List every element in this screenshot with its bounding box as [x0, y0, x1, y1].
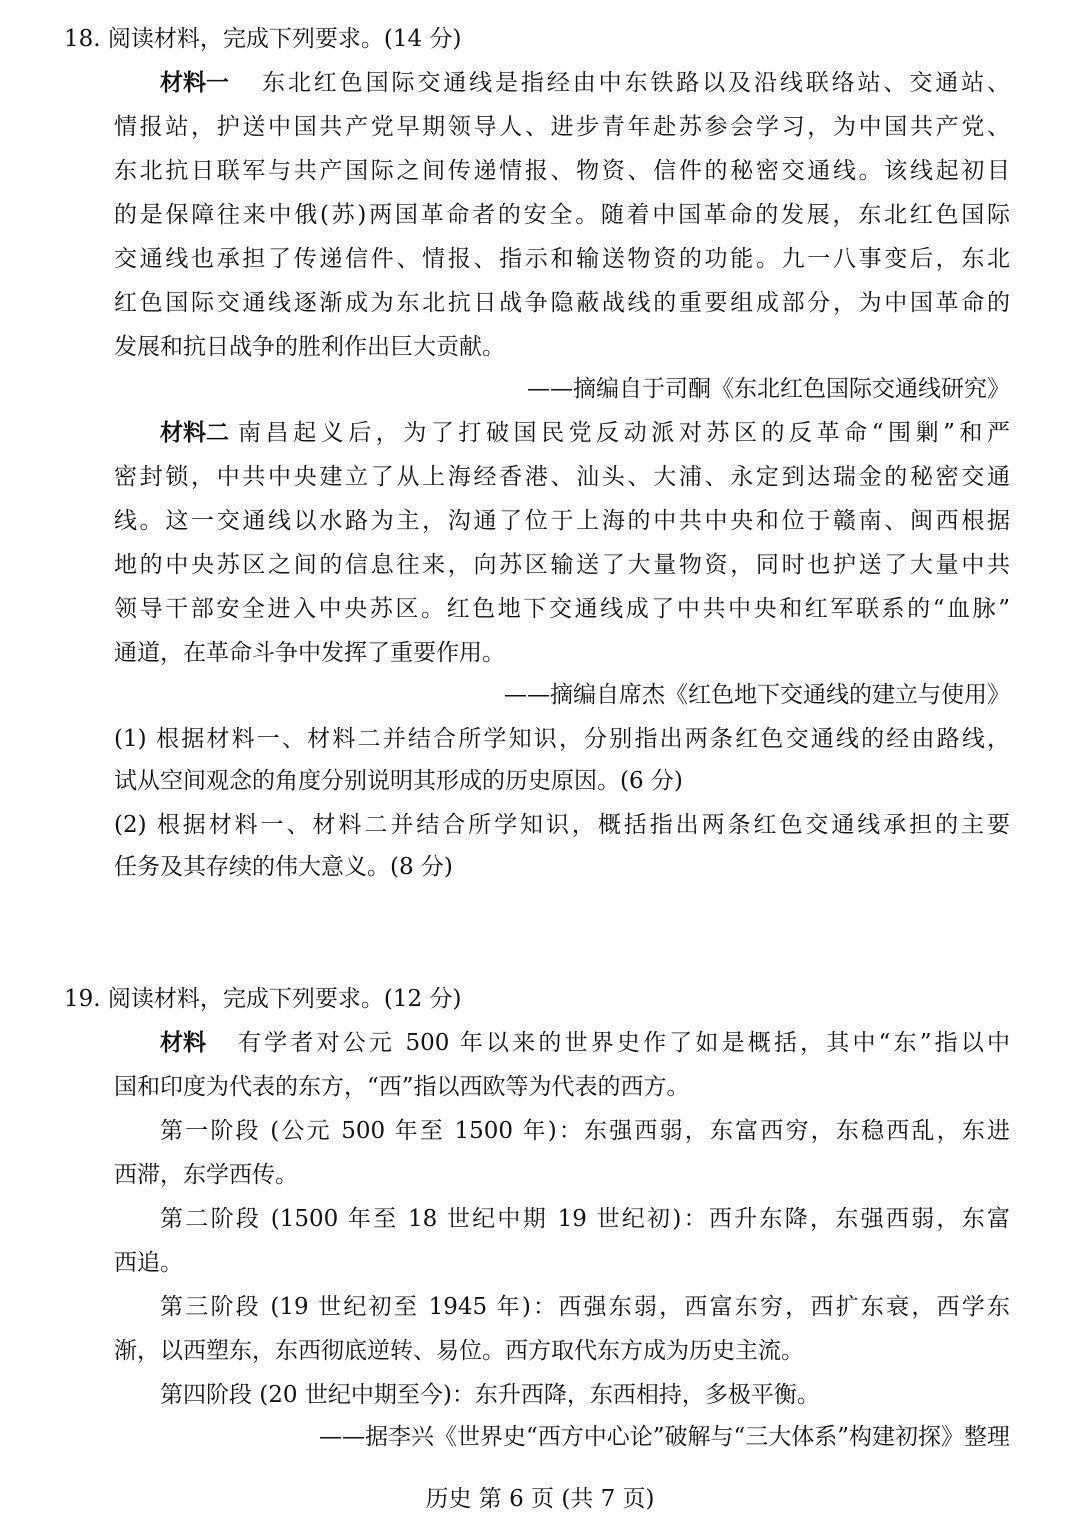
q18-material-2-line-1: 南昌起义后，为了打破国民党反动派对苏区的反革命“围剿”和严: [238, 420, 1010, 446]
q18-material-1-line-4: 的是保障往来中俄(苏)两国革命者的安全。随着中国革命的发展，东北红色国际: [114, 202, 1010, 228]
q19-stage-3-line-2: 渐，以西塑东，东西彻底逆转、易位。西方取代东方成为历史主流。: [114, 1338, 804, 1364]
q18-material-1-line-5: 交通线也承担了传递信件、情报、指示和输送物资的功能。九一八事变后，东北: [114, 246, 1010, 272]
q18-material-2-line-5: 领导干部安全进入中央苏区。红色地下交通线成了中共中央和红军联系的“血脉”: [114, 596, 1010, 622]
q19-stage-4: 第四阶段 (20 世纪中期至今)：东升西降，东西相持，多极平衡。: [160, 1382, 820, 1408]
q18-material-2-line-3: 线。这一交通线以水路为主，沟通了位于上海的中共中央和位于赣南、闽西根据: [114, 508, 1010, 534]
q18-material-1-source: ——摘编自于司酮《东北红色国际交通线研究》: [527, 376, 1010, 402]
q18-material-1-line-1: 东北红色国际交通线是指经由中东铁路以及沿线联络站、交通站、: [262, 70, 1010, 96]
q18-material-1-line-6: 红色国际交通线逐渐成为东北抗日战争隐蔽战线的重要组成部分，为中国革命的: [114, 290, 1010, 316]
q19-material-label: 材料: [160, 1029, 206, 1056]
q19-header: 19. 阅读材料，完成下列要求。(12 分): [64, 986, 462, 1012]
q18-material-2-line-2: 密封锁，中共中央建立了从上海经香港、汕头、大浦、永定到达瑞金的秘密交通: [114, 464, 1010, 490]
q18-subquestion-2-line-1: (2) 根据材料一、材料二并结合所学知识，概括指出两条红色交通线承担的主要: [114, 812, 1010, 838]
q18-material-1-line-3: 东北抗日联军与共产国际之间传递情报、物资、信件的秘密交通线。该线起初目: [114, 158, 1010, 184]
q18-subquestion-2-line-2: 任务及其存续的伟大意义。(8 分): [114, 854, 453, 880]
q18-material-2-line-6: 通道，在革命斗争中发挥了重要作用。: [114, 640, 505, 666]
q18-material-2-label: 材料二: [160, 419, 229, 446]
q18-material-1-line-7: 发展和抗日战争的胜利作出巨大贡献。: [114, 334, 505, 360]
page-footer: 历史 第 6 页 (共 7 页): [425, 1486, 655, 1512]
q18-material-2-source: ——摘编自席杰《红色地下交通线的建立与使用》: [504, 682, 1010, 708]
q19-stage-1-line-2: 西滞，东学西传。: [114, 1162, 298, 1188]
q19-stage-1-line-1: 第一阶段 (公元 500 年至 1500 年)：东强西弱，东富西穷，东稳西乱，东进: [160, 1118, 1010, 1144]
q19-stage-3-line-1: 第三阶段 (19 世纪初至 1945 年)：西强东弱，西富东穷，西扩东衰，西学东: [160, 1294, 1010, 1320]
q18-header: 18. 阅读材料，完成下列要求。(14 分): [64, 26, 462, 52]
q18-subquestion-1-line-1: (1) 根据材料一、材料二并结合所学知识，分别指出两条红色交通线的经由路线，: [114, 726, 1010, 752]
q19-material-line-1: 有学者对公元 500 年以来的世界史作了如是概括，其中“东”指以中: [238, 1030, 1010, 1056]
q18-material-2-line-4: 地的中央苏区之间的信息往来，向苏区输送了大量物资，同时也护送了大量中共: [114, 552, 1010, 578]
q19-stage-2-line-1: 第二阶段 (1500 年至 18 世纪中期 19 世纪初)：西升东降，东强西弱，东富: [160, 1206, 1010, 1232]
q18-subquestion-1-line-2: 试从空间观念的角度分别说明其形成的历史原因。(6 分): [114, 768, 683, 794]
q18-material-1-label: 材料一: [160, 69, 229, 96]
q19-material-line-2: 国和印度为代表的东方，“西”指以西欧等为代表的西方。: [114, 1074, 690, 1100]
q19-stage-2-line-2: 西追。: [114, 1250, 183, 1276]
q18-material-1-line-2: 情报站，护送中国共产党早期领导人、进步青年赴苏参会学习，为中国共产党、: [114, 114, 1010, 140]
q19-source: ——据李兴《世界史“西方中心论”破解与“三大体系”构建初探》整理: [318, 1424, 1010, 1450]
